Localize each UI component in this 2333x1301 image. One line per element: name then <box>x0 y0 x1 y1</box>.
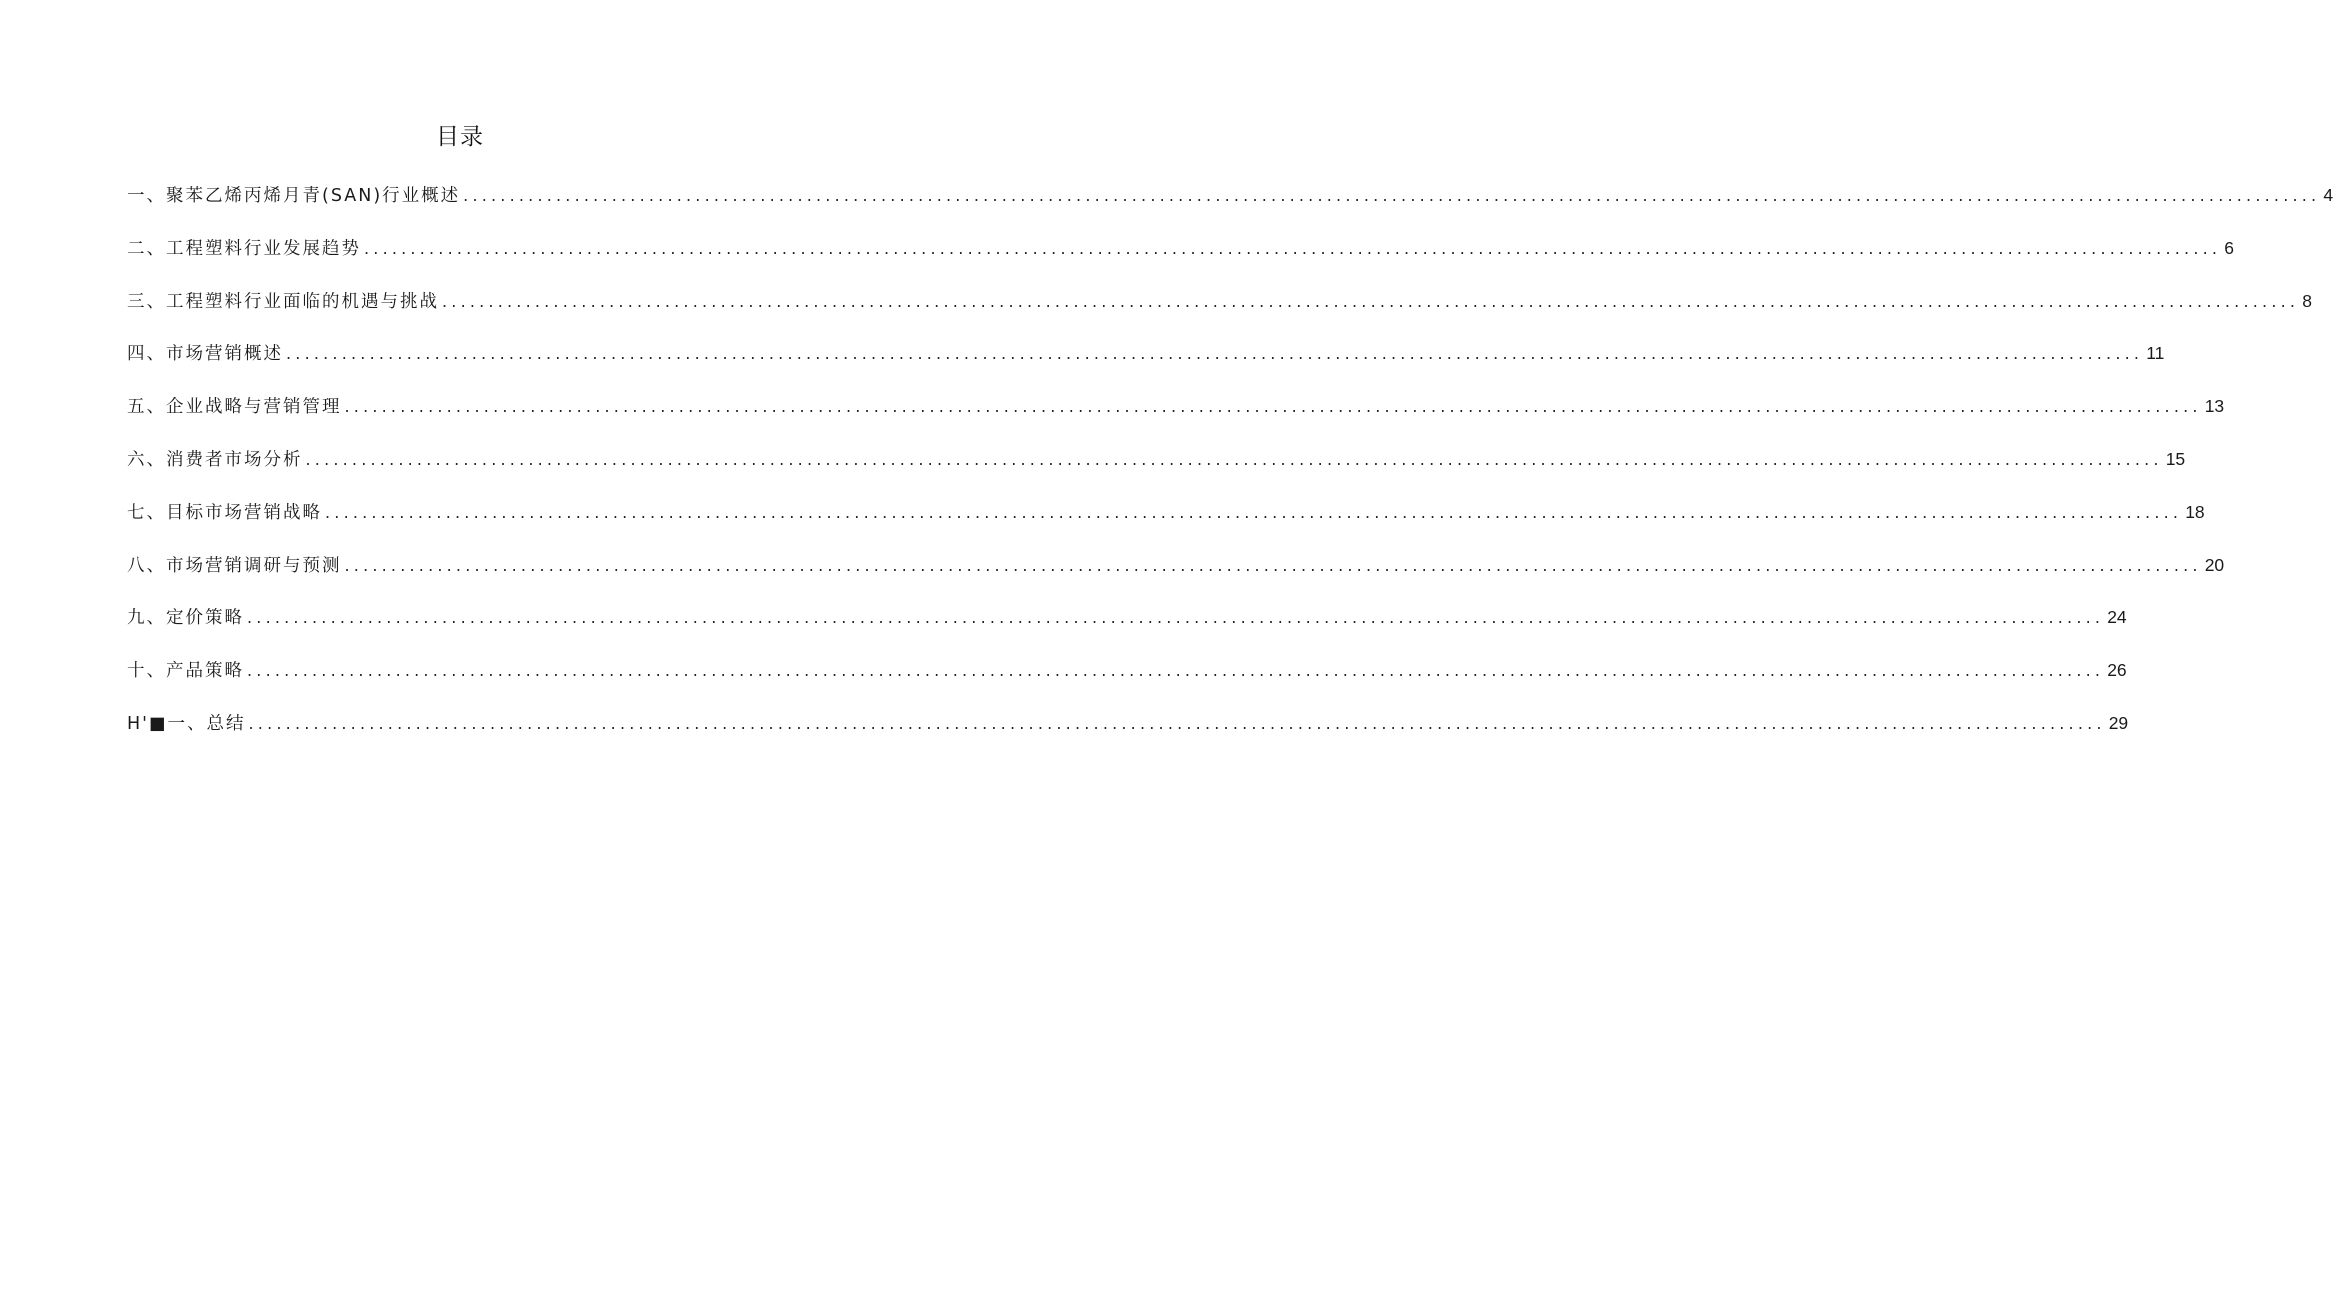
toc-page-number: 6 <box>2224 237 2234 258</box>
toc-entry-text: 六、消费者市场分析 <box>127 449 303 470</box>
toc-entry[interactable] <box>127 657 2127 710</box>
toc-dot-leader: ........................................................................................................................................................................................................ <box>325 502 2183 522</box>
toc-page-number: 4 <box>2323 185 2333 205</box>
toc-entry-text: 一、聚苯乙烯丙烯月青(SAN)行业概述 <box>127 186 461 206</box>
toc-dot-leader: ........................................................................................................................................................................................................ <box>286 344 2144 364</box>
toc-entry-text: 二、工程塑料行业发展趋势 <box>127 238 361 259</box>
toc-entry[interactable] <box>127 393 2225 446</box>
toc-entry[interactable] <box>127 182 2333 235</box>
toc-list <box>127 182 2333 763</box>
toc-dot-leader: ........................................................................................................................................................................................................ <box>344 397 2202 417</box>
toc-page-number: 18 <box>2185 501 2205 522</box>
toc-dot-leader: ........................................................................................................................................................................................................ <box>364 238 2222 258</box>
toc-entry[interactable] <box>127 710 2129 763</box>
toc-dot-leader: ........................................................................................................................................................................................................ <box>344 555 2202 575</box>
toc-page-number: 8 <box>2302 290 2312 311</box>
toc-entry-text: 七、目标市场营销战略 <box>127 502 322 523</box>
toc-entry[interactable] <box>127 499 2205 552</box>
toc-title: 目录 <box>436 124 484 150</box>
toc-entry[interactable] <box>127 235 2234 288</box>
toc-dot-leader: ........................................................................................................................................................................................................ <box>247 661 2105 681</box>
toc-page-number: 15 <box>2165 448 2186 469</box>
toc-page-number: 13 <box>2204 396 2225 417</box>
toc-entry[interactable] <box>127 288 2312 341</box>
toc-entry-text: H'■一、总结 <box>127 713 246 734</box>
toc-entry-text: 十、产品策略 <box>127 661 244 682</box>
toc-page-number: 26 <box>2107 660 2127 681</box>
toc-entry-text: 五、企业战略与营销管理 <box>127 397 342 418</box>
toc-entry-text: 四、市场营销概述 <box>127 344 283 365</box>
toc-entry[interactable] <box>127 604 2127 657</box>
toc-page-number: 29 <box>2108 712 2129 733</box>
toc-page-number: 24 <box>2107 607 2127 628</box>
toc-page-number: 20 <box>2204 554 2225 575</box>
toc-entry-text: 八、市场营销调研与预测 <box>127 555 342 576</box>
toc-dot-leader: ........................................................................................................................................................................................................ <box>247 608 2105 628</box>
toc-entry[interactable] <box>127 552 2225 605</box>
toc-dot-leader: ........................................................................................................................................................................................................ <box>248 713 2106 733</box>
toc-page-number: 11 <box>2146 343 2165 364</box>
toc-entry[interactable] <box>127 446 2186 499</box>
toc-entry[interactable] <box>127 340 2165 393</box>
toc-dot-leader: ........................................................................................................................................................................................................ <box>442 291 2300 311</box>
toc-entry-text: 九、定价策略 <box>127 608 244 629</box>
toc-dot-leader: ........................................................................................................................................................................................................ <box>305 449 2163 469</box>
toc-dot-leader: ........................................................................................................................................................................................................ <box>463 186 2321 205</box>
toc-entry-text: 三、工程塑料行业面临的机遇与挑战 <box>127 291 439 312</box>
